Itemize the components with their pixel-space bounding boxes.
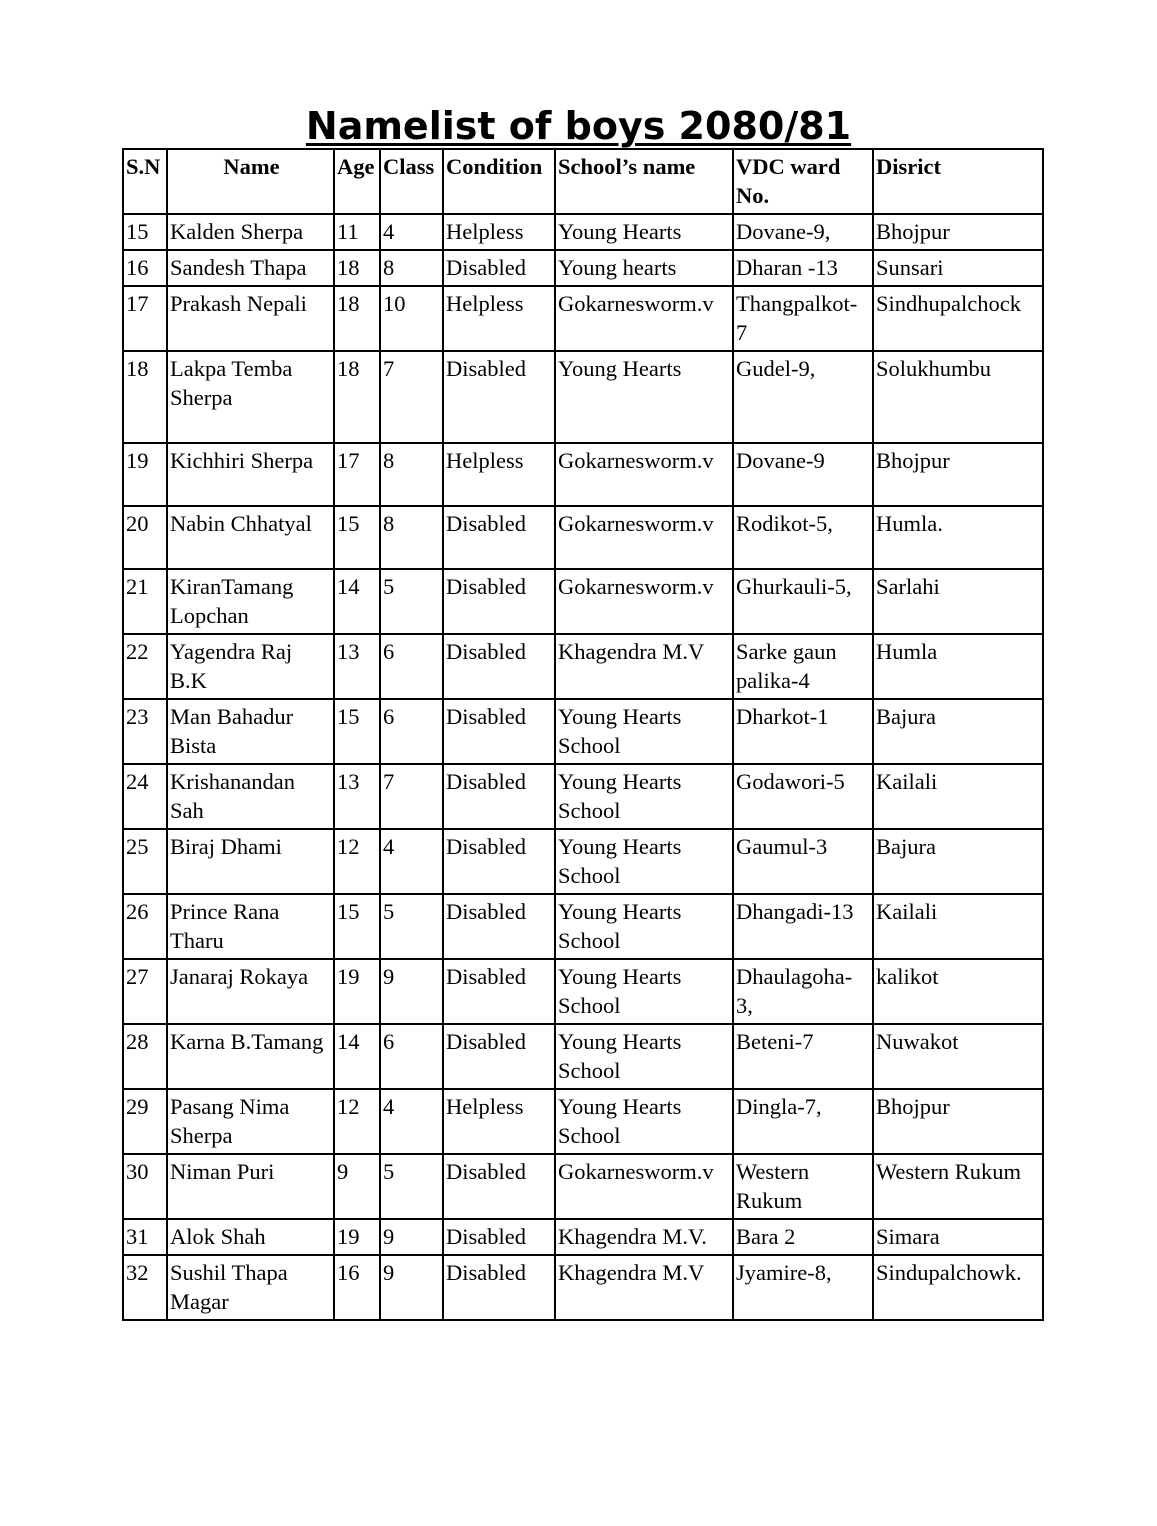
cell-class: 9	[380, 1255, 443, 1320]
table-row	[123, 351, 1043, 443]
header-name: Name	[167, 149, 334, 214]
cell-school: Young Hearts School	[555, 1089, 733, 1154]
cell-age: 17	[334, 443, 380, 506]
cell-class: 5	[380, 894, 443, 959]
cell-age: 18	[334, 351, 380, 443]
cell-district: Kailali	[873, 764, 1043, 829]
cell-age: 16	[334, 1255, 380, 1320]
cell-school: Young Hearts School	[555, 959, 733, 1024]
cell-sn: 24	[123, 764, 167, 829]
cell-school: Young Hearts School	[555, 894, 733, 959]
cell-condition: Disabled	[443, 1154, 555, 1219]
cell-vdc-ward: Dharkot-1	[733, 699, 873, 764]
cell-district: Bajura	[873, 829, 1043, 894]
cell-school: Gokarnesworm.v	[555, 1154, 733, 1219]
cell-vdc-ward: Dingla-7,	[733, 1089, 873, 1154]
cell-name: Lakpa Temba Sherpa	[167, 351, 334, 443]
cell-district: Sindhupalchock	[873, 286, 1043, 351]
cell-vdc-ward: Dhaulagoha- 3,	[733, 959, 873, 1024]
cell-class: 6	[380, 1024, 443, 1089]
cell-class: 6	[380, 699, 443, 764]
cell-vdc-ward: Bara 2	[733, 1219, 873, 1255]
cell-condition: Disabled	[443, 569, 555, 634]
cell-name: Kichhiri Sherpa	[167, 443, 334, 506]
cell-district: Kailali	[873, 894, 1043, 959]
cell-name: Nabin Chhatyal	[167, 506, 334, 569]
cell-name: Krishanandan Sah	[167, 764, 334, 829]
cell-age: 9	[334, 1154, 380, 1219]
cell-vdc-ward: Beteni-7	[733, 1024, 873, 1089]
cell-sn: 28	[123, 1024, 167, 1089]
cell-district: Simara	[873, 1219, 1043, 1255]
cell-district: Sindupalchowk.	[873, 1255, 1043, 1320]
cell-vdc-ward: Western Rukum	[733, 1154, 873, 1219]
cell-class: 8	[380, 443, 443, 506]
cell-name: Sushil Thapa Magar	[167, 1255, 334, 1320]
cell-vdc-ward: Thangpalkot- 7	[733, 286, 873, 351]
cell-condition: Helpless	[443, 214, 555, 250]
cell-name: Karna B.Tamang	[167, 1024, 334, 1089]
cell-school: Young Hearts	[555, 214, 733, 250]
cell-condition: Disabled	[443, 829, 555, 894]
cell-vdc-ward: Jyamire-8,	[733, 1255, 873, 1320]
table-row	[123, 1154, 1043, 1219]
cell-class: 4	[380, 829, 443, 894]
cell-district: Sunsari	[873, 250, 1043, 286]
cell-class: 5	[380, 569, 443, 634]
cell-sn: 32	[123, 1255, 167, 1320]
cell-sn: 19	[123, 443, 167, 506]
cell-sn: 30	[123, 1154, 167, 1219]
cell-school: Young hearts	[555, 250, 733, 286]
cell-condition: Disabled	[443, 699, 555, 764]
cell-sn: 25	[123, 829, 167, 894]
table-row	[123, 443, 1043, 506]
cell-district: Western Rukum	[873, 1154, 1043, 1219]
cell-sn: 21	[123, 569, 167, 634]
cell-school: Gokarnesworm.v	[555, 506, 733, 569]
table-row	[123, 894, 1043, 959]
cell-vdc-ward: Dhangadi-13	[733, 894, 873, 959]
cell-school: Young Hearts School	[555, 764, 733, 829]
cell-condition: Helpless	[443, 286, 555, 351]
cell-school: Young Hearts School	[555, 829, 733, 894]
cell-age: 14	[334, 569, 380, 634]
cell-district: Bhojpur	[873, 1089, 1043, 1154]
cell-age: 12	[334, 829, 380, 894]
cell-vdc-ward: Gaumul-3	[733, 829, 873, 894]
cell-class: 7	[380, 351, 443, 443]
cell-condition: Helpless	[443, 1089, 555, 1154]
cell-name: Prakash Nepali	[167, 286, 334, 351]
cell-vdc-ward: Godawori-5	[733, 764, 873, 829]
cell-sn: 17	[123, 286, 167, 351]
namelist-table	[122, 148, 1044, 1321]
table-row	[123, 699, 1043, 764]
table-body	[123, 214, 1043, 1320]
cell-name: Biraj Dhami	[167, 829, 334, 894]
cell-sn: 27	[123, 959, 167, 1024]
cell-class: 4	[380, 1089, 443, 1154]
header-condition: Condition	[443, 149, 555, 214]
cell-class: 8	[380, 250, 443, 286]
cell-district: Sarlahi	[873, 569, 1043, 634]
cell-class: 9	[380, 1219, 443, 1255]
cell-district: kalikot	[873, 959, 1043, 1024]
cell-vdc-ward: Dovane-9	[733, 443, 873, 506]
cell-age: 13	[334, 764, 380, 829]
cell-vdc-ward: Gudel-9,	[733, 351, 873, 443]
cell-school: Khagendra M.V.	[555, 1219, 733, 1255]
table-row	[123, 569, 1043, 634]
cell-school: Gokarnesworm.v	[555, 286, 733, 351]
cell-age: 18	[334, 250, 380, 286]
cell-age: 15	[334, 699, 380, 764]
cell-sn: 31	[123, 1219, 167, 1255]
cell-name: Janaraj Rokaya	[167, 959, 334, 1024]
cell-condition: Disabled	[443, 1219, 555, 1255]
cell-school: Young Hearts School	[555, 699, 733, 764]
table-row	[123, 506, 1043, 569]
cell-age: 18	[334, 286, 380, 351]
cell-class: 6	[380, 634, 443, 699]
cell-sn: 15	[123, 214, 167, 250]
table-header-row	[123, 149, 1043, 214]
table-row	[123, 1024, 1043, 1089]
cell-sn: 20	[123, 506, 167, 569]
cell-class: 7	[380, 764, 443, 829]
cell-vdc-ward: Rodikot-5,	[733, 506, 873, 569]
cell-sn: 22	[123, 634, 167, 699]
cell-age: 11	[334, 214, 380, 250]
table-row	[123, 286, 1043, 351]
cell-class: 10	[380, 286, 443, 351]
cell-name: Yagendra Raj B.K	[167, 634, 334, 699]
cell-condition: Disabled	[443, 764, 555, 829]
cell-sn: 26	[123, 894, 167, 959]
cell-age: 13	[334, 634, 380, 699]
table-row	[123, 1255, 1043, 1320]
cell-name: Sandesh Thapa	[167, 250, 334, 286]
cell-name: KiranTamang Lopchan	[167, 569, 334, 634]
cell-district: Nuwakot	[873, 1024, 1043, 1089]
cell-age: 12	[334, 1089, 380, 1154]
cell-condition: Disabled	[443, 1255, 555, 1320]
cell-class: 5	[380, 1154, 443, 1219]
cell-condition: Disabled	[443, 634, 555, 699]
cell-sn: 23	[123, 699, 167, 764]
cell-district: Bhojpur	[873, 443, 1043, 506]
cell-age: 19	[334, 959, 380, 1024]
cell-sn: 29	[123, 1089, 167, 1154]
cell-condition: Helpless	[443, 443, 555, 506]
cell-condition: Disabled	[443, 506, 555, 569]
cell-sn: 18	[123, 351, 167, 443]
cell-age: 14	[334, 1024, 380, 1089]
cell-condition: Disabled	[443, 1024, 555, 1089]
header-sn: S.N	[123, 149, 167, 214]
cell-school: Khagendra M.V	[555, 634, 733, 699]
cell-name: Niman Puri	[167, 1154, 334, 1219]
cell-school: Khagendra M.V	[555, 1255, 733, 1320]
cell-condition: Disabled	[443, 250, 555, 286]
cell-class: 4	[380, 214, 443, 250]
cell-name: Man Bahadur Bista	[167, 699, 334, 764]
page-title: Namelist of boys 2080/81	[305, 104, 852, 148]
cell-school: Gokarnesworm.v	[555, 443, 733, 506]
cell-school: Young Hearts School	[555, 1024, 733, 1089]
cell-age: 15	[334, 506, 380, 569]
table-row	[123, 829, 1043, 894]
cell-vdc-ward: Dharan -13	[733, 250, 873, 286]
cell-class: 8	[380, 506, 443, 569]
cell-school: Gokarnesworm.v	[555, 569, 733, 634]
table-row	[123, 634, 1043, 699]
cell-age: 15	[334, 894, 380, 959]
cell-vdc-ward: Sarke gaun palika-4	[733, 634, 873, 699]
cell-district: Humla	[873, 634, 1043, 699]
cell-condition: Disabled	[443, 894, 555, 959]
cell-class: 9	[380, 959, 443, 1024]
table-row	[123, 214, 1043, 250]
header-school: School’s name	[555, 149, 733, 214]
cell-condition: Disabled	[443, 351, 555, 443]
header-age: Age	[334, 149, 380, 214]
cell-age: 19	[334, 1219, 380, 1255]
cell-vdc-ward: Dovane-9,	[733, 214, 873, 250]
table-row	[123, 1089, 1043, 1154]
cell-district: Bajura	[873, 699, 1043, 764]
cell-sn: 16	[123, 250, 167, 286]
cell-school: Young Hearts	[555, 351, 733, 443]
cell-district: Bhojpur	[873, 214, 1043, 250]
cell-district: Humla.	[873, 506, 1043, 569]
cell-name: Kalden Sherpa	[167, 214, 334, 250]
cell-name: Prince Rana Tharu	[167, 894, 334, 959]
table-row	[123, 1219, 1043, 1255]
cell-condition: Disabled	[443, 959, 555, 1024]
table-row	[123, 959, 1043, 1024]
table-row	[123, 764, 1043, 829]
header-class: Class	[380, 149, 443, 214]
table-row	[123, 250, 1043, 286]
cell-district: Solukhumbu	[873, 351, 1043, 443]
header-district: Disrict	[873, 149, 1043, 214]
cell-name: Alok Shah	[167, 1219, 334, 1255]
header-vdc-ward: VDC ward No.	[733, 149, 873, 214]
cell-vdc-ward: Ghurkauli-5,	[733, 569, 873, 634]
cell-name: Pasang Nima Sherpa	[167, 1089, 334, 1154]
